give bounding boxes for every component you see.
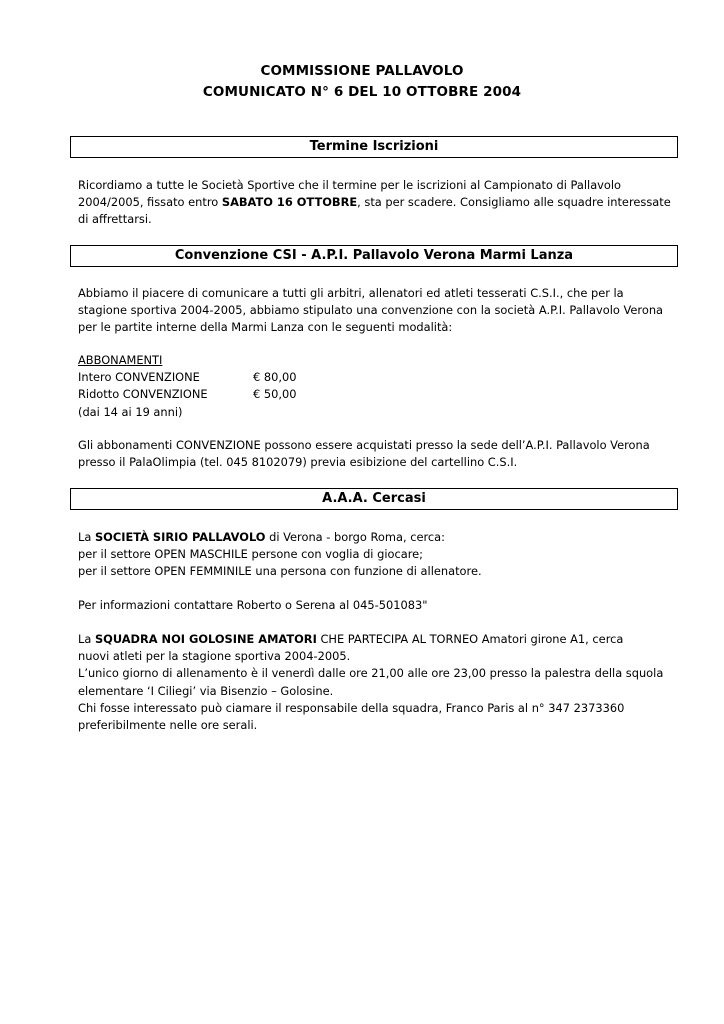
text-line: per il settore OPEN FEMMINILE una persona con funzione di allenatore. [78,564,482,579]
section-cercasi-sirio [78,529,682,581]
abbonamenti-block [78,352,682,421]
abbonamenti-title: ABBONAMENTI [78,353,163,367]
price-value: € 80,00 [253,370,297,385]
document-title: COMMISSIONE PALLAVOLO [260,63,464,79]
price-row [78,369,682,386]
section-heading-convenzione: Convenzione CSI - A.P.I. Pallavolo Verona Marmi Lanza [70,245,678,267]
section-heading-cercasi: A.A.A. Cercasi [70,488,678,510]
price-label: Ridotto CONVENZIONE [78,387,208,402]
text-span: La [78,632,95,646]
text-line: elementare ‘I Ciliegi’ via Bisenzio – Golosine. [78,683,334,698]
text-span: La [78,530,95,544]
contact-info [78,597,682,614]
text-line: Per informazioni contattare Roberto o Serena al 045-501083" [78,598,428,612]
text-line [78,631,682,648]
text-line: per il settore OPEN MASCHILE persone con voglia di giocare; [78,547,423,562]
text-line: nuovi atleti per la stagione sportiva 2004-2005. [78,649,351,664]
text-line: Chi fosse interessato può ciamare il responsabile della squadra, Franco Paris al n° 347 2373360 [78,700,625,715]
text-line [78,529,682,546]
text-line [78,194,682,211]
text-line: L’unico giorno di allenamento è il venerdì dalle ore 21,00 alle ore 23,00 presso la palestra della squola [78,666,664,681]
text-line: Abbiamo il piacere di comunicare a tutti gli arbitri, allenatori ed atleti tesserati C.S.I., che per la [78,286,624,300]
price-row [78,386,682,403]
text-line: presso il PalaOlimpia (tel. 045 8102079) previa esibizione del cartellino C.S.I. [78,455,518,470]
text-line: stagione sportiva 2004-2005, abbiamo stipulato una convenzione con la società A.P.I. Pallavolo Verona [78,303,664,318]
text-line: Ricordiamo a tutte le Società Sportive che il termine per le iscrizioni al Campionato di Pallavolo [78,178,622,192]
section-cercasi-golosine [78,631,682,734]
team-name-sirio: SOCIETÀ SIRIO PALLAVOLO [94,530,266,544]
price-label: Intero CONVENZIONE [78,370,200,385]
text-line: Gli abbonamenti CONVENZIONE possono essere acquistati presso la sede dell’A.P.I. Pallavolo Verona [78,438,650,452]
text-span: di Verona - borgo Roma, cerca: [265,530,445,544]
text-line: per le partite interne della Marmi Lanza con le seguenti modalità: [78,320,453,335]
text-span: , sta per scadere. Consigliamo alle squadre interessate [357,195,671,210]
text-span: CHE PARTECIPA AL TORNEO Amatori girone A1, cerca [316,632,624,646]
section-termine-iscrizioni-text [78,177,682,229]
text-line: di affrettarsi. [78,212,152,227]
team-name-golosine: SQUADRA NOI GOLOSINE AMATORI [94,632,317,646]
section-convenzione-intro [78,285,682,337]
section-convenzione-purchase [78,437,682,471]
text-line: preferibilmente nelle ore serali. [78,717,258,732]
price-value: € 50,00 [253,387,297,402]
text-span: 2004/2005, fissato entro [78,195,222,210]
section-heading-termine-iscrizioni: Termine Iscrizioni [70,136,678,158]
deadline-date: SABATO 16 OTTOBRE [221,195,358,210]
document-subtitle: COMUNICATO N° 6 DEL 10 OTTOBRE 2004 [202,84,522,100]
age-note: (dai 14 ai 19 anni) [78,404,183,419]
